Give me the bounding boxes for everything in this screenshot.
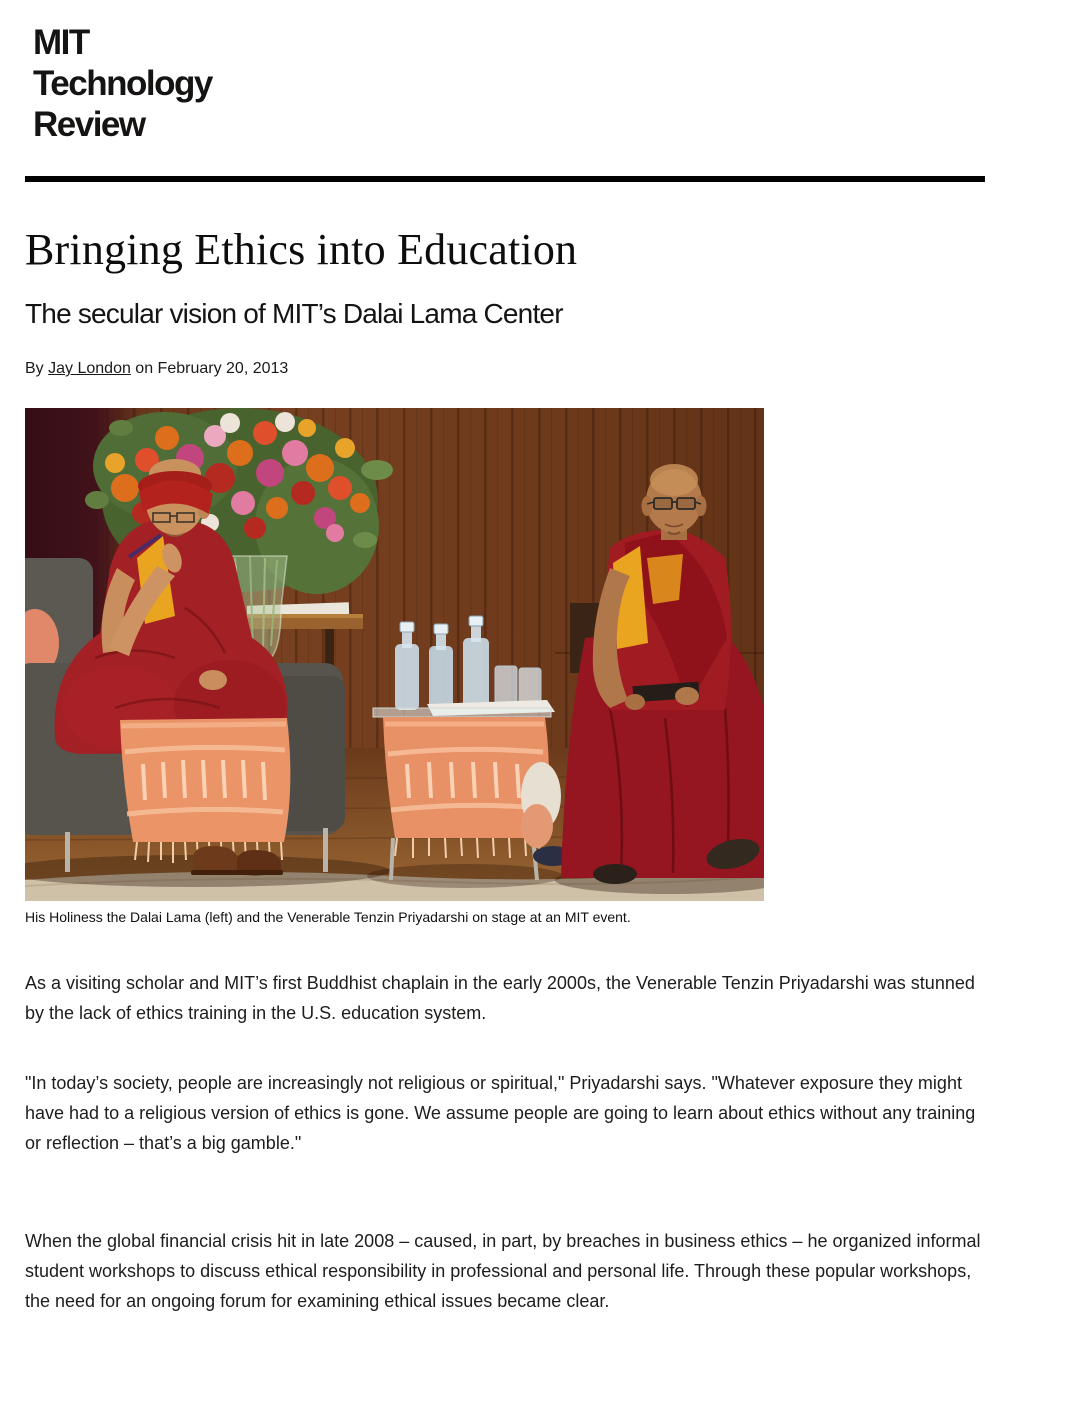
photo-caption: His Holiness the Dalai Lama (left) and the Venerable Tenzin Priyadarshi on stage at an MIT event. <box>25 909 631 925</box>
logo-line-3: Review <box>33 105 145 144</box>
article-photo <box>25 408 764 901</box>
author-link[interactable]: Jay London <box>48 360 131 377</box>
paragraph-1: As a visiting scholar and MIT’s first Buddhist chaplain in the early 2000s, the Venerable Tenzin Priyadarshi was stunned by the lack of ethics training in the U.S. education system. <box>25 973 975 1023</box>
mit-technology-review-logo <box>33 22 985 145</box>
paragraph-2: "In today’s society, people are increasingly not religious or spiritual," Priyadarshi says. "Whatever exposure they might have had to a religious version of ethics is gone. We assume people are going to learn about ethics without any training or reflection – that’s a big gamble." <box>25 1073 976 1153</box>
page-title: Bringing Ethics into Education <box>25 225 578 274</box>
photo-couch-shawl <box>120 718 290 863</box>
article-body <box>25 968 985 1316</box>
logo-line-2: Technology <box>33 64 212 103</box>
article-subtitle: The secular vision of MIT’s Dalai Lama Center <box>25 298 563 329</box>
logo-line-1: MIT <box>33 23 89 62</box>
byline-date: on February 20, 2013 <box>130 360 289 377</box>
byline-prefix: By <box>25 360 49 377</box>
paragraph-3: When the global financial crisis hit in late 2008 – caused, in part, by breaches in business ethics – he organized informal student workshops to discuss ethical responsibility in professional and personal life. Through these popular workshops, the need for an ongoing forum for examining ethical issues became clear. <box>25 1231 981 1311</box>
header-divider <box>25 176 985 182</box>
byline <box>25 360 985 378</box>
article-figure <box>25 408 985 926</box>
